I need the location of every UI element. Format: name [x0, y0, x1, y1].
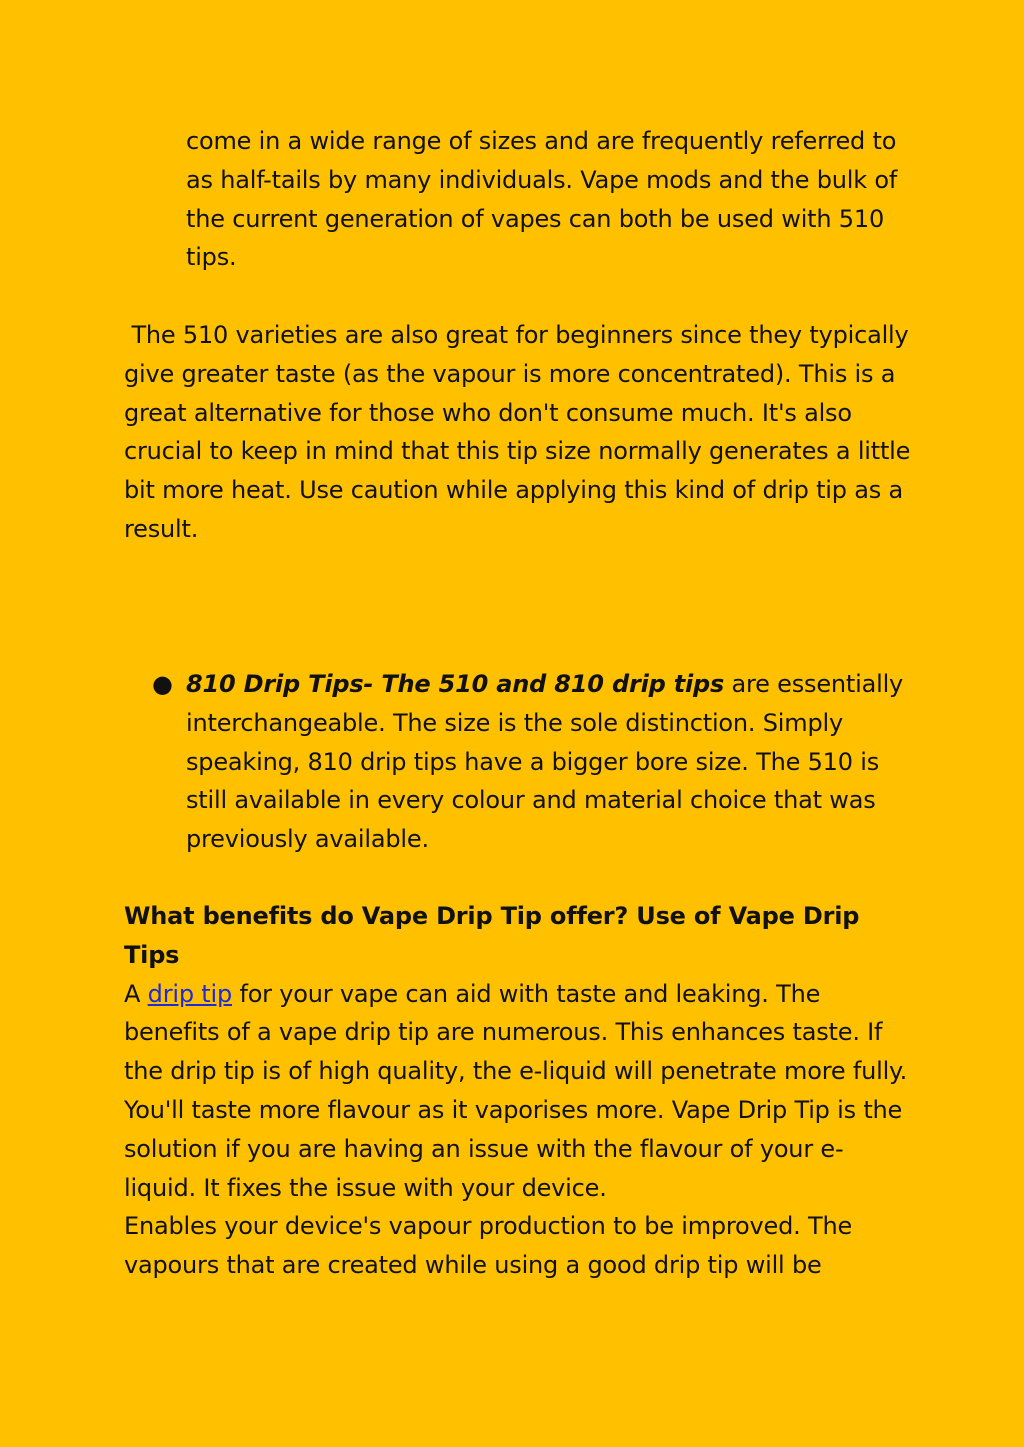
paragraph-510-text: The 510 varieties are also great for beginners since they typically give greater taste (as the vapour is more concentrated). This is a great alternative for those who don't consume much. It's also crucial to keep in mind that this tip size normally generates a little bit more heat. Use caution while applying this kind of drip tip as a result.: [124, 321, 918, 543]
benefits-section: [124, 897, 914, 1207]
vapour-paragraph-text: Enables your device's vapour production to be improved. The vapours that are created while using a good drip tip will be: [124, 1212, 853, 1279]
benefits-intro-prefix: A: [124, 979, 148, 1008]
bullet-810-drip-tips: [152, 665, 916, 859]
benefits-body: for your vape can aid with taste and leaking. The benefits of a vape drip tip are numerous. This enhances taste. If the drip tip is of high quality, the e-liquid will penetrate more fully. You'll taste more flavour as it vaporises more. Vape Drip Tip is the solution if you are having an issue with the flavour of your e-liquid. It fixes the issue with your device.: [124, 979, 908, 1202]
paragraph-510-varieties: [124, 316, 918, 549]
continuation-paragraph: [186, 122, 916, 277]
benefits-paragraph: [124, 975, 914, 1208]
vapour-paragraph: [124, 1207, 914, 1285]
bullet-810-bold-phrase: 810 Drip Tips- The 510 and 810 drip tips: [186, 670, 725, 698]
bullet-dot-icon: ●: [152, 670, 173, 698]
continuation-paragraph-text: come in a wide range of sizes and are frequently referred to as half-tails by many individuals. Vape mods and the bulk of the current generation of vapes can both be used with 510 tips.: [186, 127, 898, 272]
bullet-810-text: [186, 665, 916, 859]
drip-tip-link[interactable]: drip tip: [147, 979, 233, 1008]
benefits-heading: What benefits do Vape Drip Tip offer? Use of Vape Drip Tips: [124, 902, 860, 969]
bullet-810-body: are essentially interchangeable. The size is the sole distinction. Simply speaking, 810 drip tips have a bigger bore size. The 510 is still available in every colour and material choice that was previously available.: [186, 670, 904, 854]
